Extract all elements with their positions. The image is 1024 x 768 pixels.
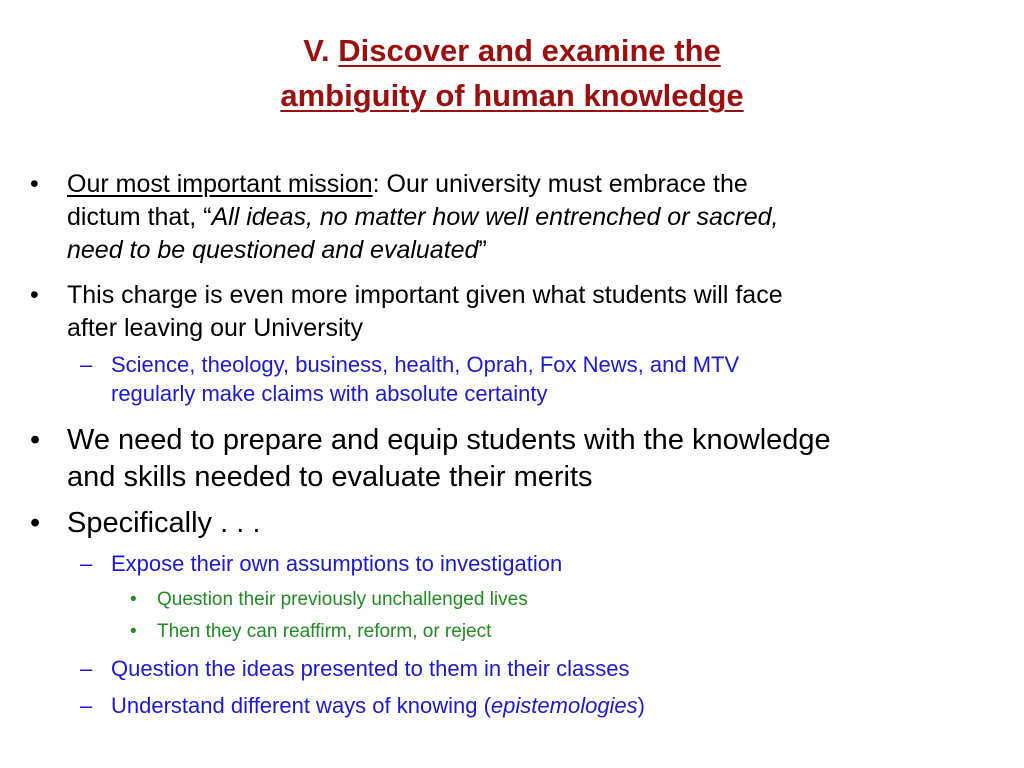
question-lives-text: Question their previously unchallenged lives	[157, 589, 528, 610]
sub-text	[111, 350, 1011, 408]
charge-line-1: This charge is even more important given what students will face	[67, 281, 783, 309]
mission-text-b: dictum that, “	[67, 203, 212, 231]
subsub-marker: •	[130, 621, 137, 642]
mission-quote-1: All ideas, no matter how well entrenched or sacred,	[211, 203, 779, 231]
sub-marker: –	[80, 693, 93, 718]
subsub-marker: •	[130, 589, 137, 610]
title-line-1	[0, 28, 1024, 73]
sub-marker: –	[80, 551, 93, 576]
title-line-2	[0, 73, 1024, 118]
mission-quote-2: need to be questioned and evaluated	[67, 236, 479, 264]
mission-text-a: : Our university must embrace the	[372, 170, 748, 198]
epistemologies-text	[111, 691, 645, 720]
prepare-line-2: and skills needed to evaluate their merits	[67, 461, 593, 493]
ways-italic: epistemologies	[490, 693, 638, 718]
expose-text: Expose their own assumptions to investigation	[111, 551, 563, 576]
charge-line-2: after leaving our University	[67, 314, 363, 342]
bullet-marker: •	[30, 281, 39, 309]
slide-title	[0, 28, 1024, 118]
bullet-text	[67, 422, 1017, 496]
title-text-2: ambiguity of human knowledge	[280, 78, 744, 113]
reaffirm-text: Then they can reaffirm, reform, or reject	[157, 621, 492, 642]
mission-quote-close: ”	[478, 236, 487, 264]
mission-label: Our most important mission	[67, 170, 373, 198]
title-text-1: Discover and examine the	[338, 33, 721, 68]
sub-marker: –	[80, 656, 93, 681]
claims-line-2: regularly make claims with absolute certainty	[111, 381, 548, 406]
question-ideas-text: Question the ideas presented to them in their classes	[111, 656, 630, 681]
bullet-marker: •	[30, 507, 41, 539]
specifically-text: Specifically . . .	[67, 507, 261, 539]
claims-line-1: Science, theology, business, health, Oprah, Fox News, and MTV	[111, 352, 740, 377]
sub-marker: –	[80, 352, 93, 377]
ways-text-a: Understand different ways of knowing (	[111, 693, 491, 718]
bullet-text	[67, 168, 1007, 267]
bullet-text	[67, 279, 1007, 345]
prepare-line-1: We need to prepare and equip students with the knowledge	[67, 424, 831, 456]
bullet-marker: •	[30, 424, 41, 456]
title-prefix: V.	[303, 33, 339, 68]
bullet-marker: •	[30, 170, 39, 198]
ways-text-b: )	[637, 693, 645, 718]
